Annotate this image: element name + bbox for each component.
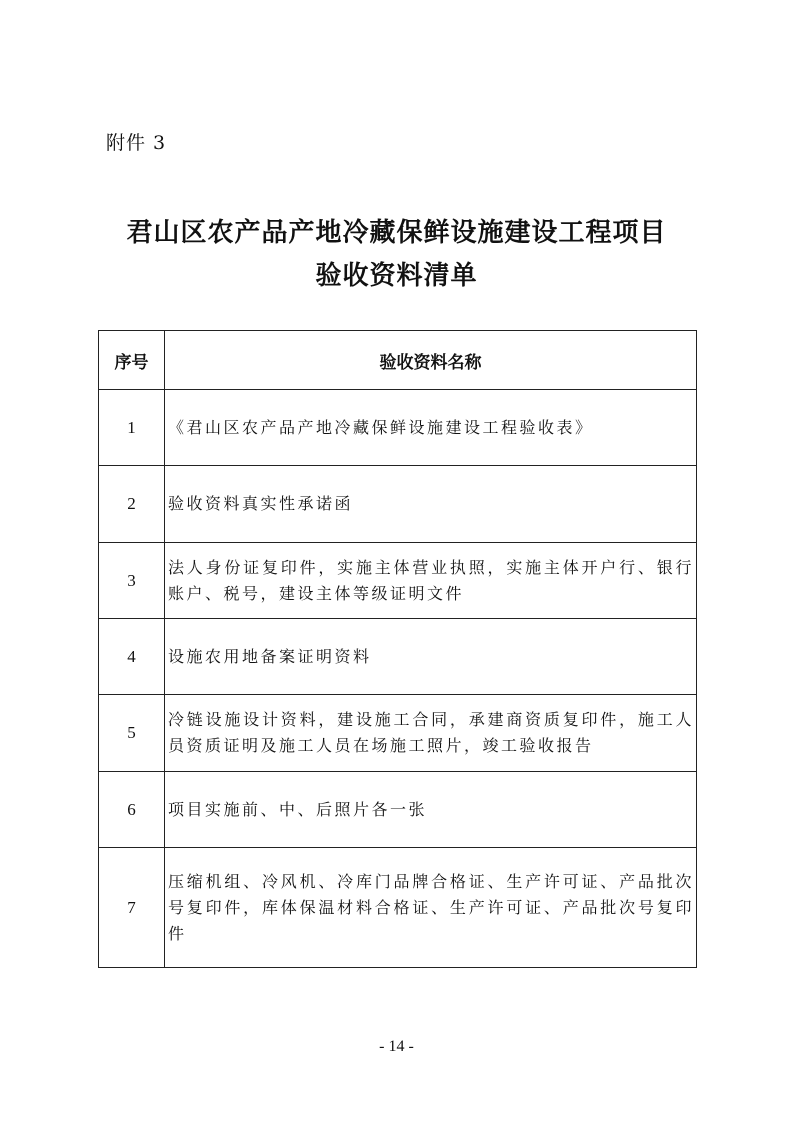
row-number: 7 [99, 848, 165, 968]
material-name: 法人身份证复印件，实施主体营业执照，实施主体开户行、银行账户、税号，建设主体等级证明文件 [165, 543, 697, 619]
table-row [99, 619, 697, 695]
material-name: 验收资料真实性承诺函 [165, 466, 697, 543]
row-number: 4 [99, 619, 165, 695]
material-name: 《君山区农产品产地冷藏保鲜设施建设工程验收表》 [165, 390, 697, 466]
row-number: 6 [99, 772, 165, 848]
material-name: 冷链设施设计资料，建设施工合同，承建商资质复印件，施工人员资质证明及施工人员在场施工照片，竣工验收报告 [165, 695, 697, 772]
column-header-material-name: 验收资料名称 [165, 331, 697, 390]
row-number: 3 [99, 543, 165, 619]
table-row [99, 390, 697, 466]
row-number: 1 [99, 390, 165, 466]
acceptance-materials-table [98, 330, 697, 968]
table-row [99, 543, 697, 619]
row-number: 5 [99, 695, 165, 772]
page-number: - 14 - [379, 1038, 414, 1055]
document-title-line-1: 君山区农产品产地冷藏保鲜设施建设工程项目 [126, 218, 667, 248]
row-number: 2 [99, 466, 165, 543]
material-name: 设施农用地备案证明资料 [165, 619, 697, 695]
table-row [99, 772, 697, 848]
material-name: 项目实施前、中、后照片各一张 [165, 772, 697, 848]
table-row [99, 695, 697, 772]
table-header-row [99, 331, 697, 390]
column-header-number: 序号 [99, 331, 165, 390]
table-row [99, 848, 697, 968]
attachment-label: 附件 3 [106, 132, 167, 154]
document-title-line-2: 验收资料清单 [315, 261, 478, 291]
table-row [99, 466, 697, 543]
material-name: 压缩机组、冷风机、冷库门品牌合格证、生产许可证、产品批次号复印件，库体保温材料合格证、生产许可证、产品批次号复印件 [165, 848, 697, 968]
